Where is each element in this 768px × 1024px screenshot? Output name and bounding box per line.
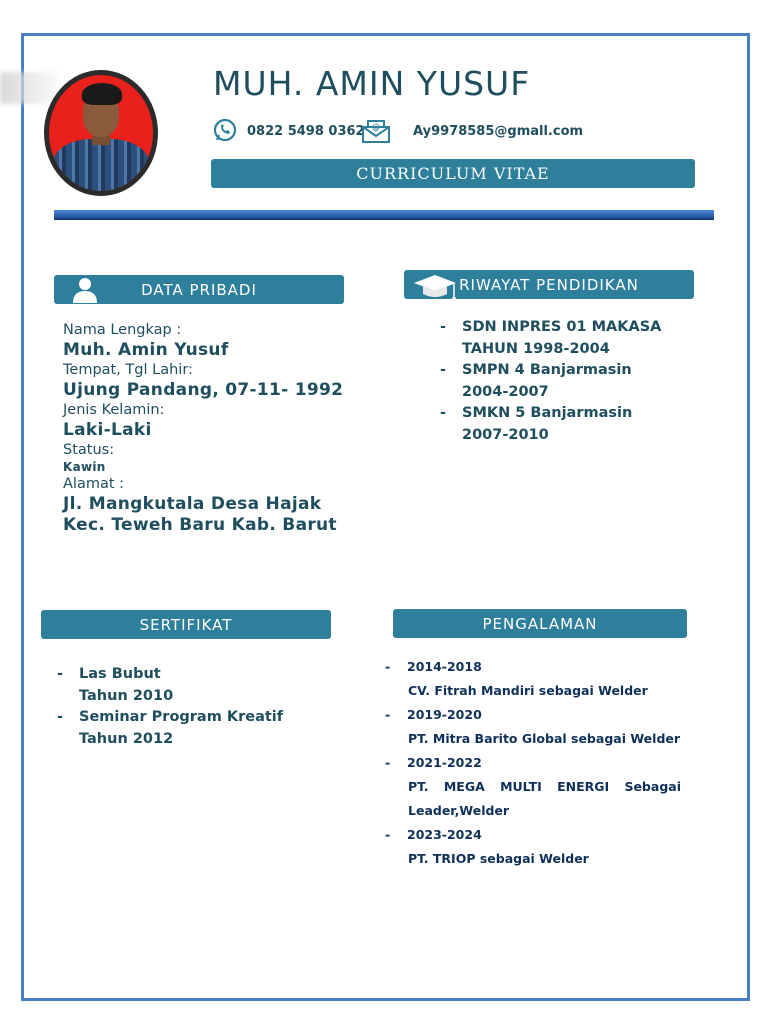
field-value-gender: Laki-Laki [63, 420, 152, 440]
field-label-address: Alamat : [63, 476, 125, 492]
field-value-name: Muh. Amin Yusuf [63, 340, 229, 360]
list-item [385, 655, 681, 679]
education-school: - SDN INPRES 01 MAKASA [462, 319, 662, 335]
list-item [57, 707, 283, 750]
field-label-birth: Tempat, Tgl Lahir: [63, 362, 193, 378]
cv-banner [211, 159, 695, 188]
education-years: 2007-2010 [462, 426, 549, 443]
profile-photo [44, 70, 158, 196]
experience-description: CV. Fitrah Mandiri sebagai Welder [408, 683, 648, 698]
list-item [385, 751, 681, 775]
phone-contact [211, 118, 365, 144]
list-item [440, 403, 661, 446]
experience-description-cont: Leader,Welder [408, 803, 510, 818]
list-item [57, 664, 283, 707]
scan-smudge [0, 72, 58, 104]
experience-years: - 2019-2020 [407, 707, 482, 722]
list-item [385, 823, 681, 847]
section-title: DATA PRIBADI [141, 280, 257, 299]
experience-description: PT. TRIOP sebagai Welder [408, 851, 589, 866]
certificate-name: - Seminar Program Kreatif [79, 709, 284, 725]
certificate-list [57, 664, 283, 750]
cv-banner-label: CURRICULUM VITAE [356, 164, 550, 183]
full-name-title: MUH. AMIN YUSUF [213, 64, 531, 103]
svg-text:@: @ [372, 123, 380, 132]
email-address: Ay9978585@gmall.com [413, 123, 584, 139]
education-years: 2004-2007 [462, 383, 549, 400]
header-divider [54, 210, 714, 220]
experience-description: PT. MEGA MULTI ENERGI Sebagai [408, 779, 681, 794]
section-header-pengalaman [393, 609, 687, 638]
section-title: SERTIFIKAT [139, 615, 233, 634]
personal-data-block [63, 321, 343, 536]
field-value-address-line2: Kec. Teweh Baru Kab. Barut [63, 515, 337, 535]
section-header-riwayat-pendidikan [404, 270, 694, 299]
field-label-name: Nama Lengkap : [63, 322, 182, 338]
field-value-birth: Ujung Pandang, 07-11- 1992 [63, 380, 344, 400]
section-header-sertifikat [41, 610, 331, 639]
email-icon [361, 118, 391, 144]
list-item [385, 703, 681, 727]
certificate-year: Tahun 2012 [79, 730, 174, 747]
field-label-status: Status: [63, 442, 115, 458]
education-years: TAHUN 1998-2004 [462, 340, 610, 357]
education-list [440, 317, 661, 446]
section-title: PENGALAMAN [482, 614, 598, 633]
user-icon [71, 276, 99, 304]
field-value-address-line1: Jl. Mangkutala Desa Hajak [63, 494, 322, 514]
list-item [440, 360, 661, 403]
email-contact [361, 118, 583, 144]
list-item [440, 317, 661, 360]
section-header-data-pribadi [54, 275, 344, 304]
experience-years: - 2023-2024 [407, 827, 482, 842]
section-title: RIWAYAT PENDIDIKAN [459, 275, 639, 294]
certificate-year: Tahun 2010 [79, 687, 174, 704]
phone-number: 0822 5498 0362 [247, 123, 365, 139]
experience-years: - 2014-2018 [407, 659, 482, 674]
field-label-gender: Jenis Kelamin: [63, 402, 165, 418]
experience-list [385, 655, 681, 871]
experience-years: - 2021-2022 [407, 755, 482, 770]
field-value-status: Kawin [63, 460, 106, 474]
whatsapp-icon [211, 118, 239, 144]
education-school: - SMKN 5 Banjarmasin [462, 405, 633, 421]
graduation-cap-icon [412, 271, 458, 305]
experience-description: PT. Mitra Barito Global sebagai Welder [408, 731, 681, 746]
certificate-name: - Las Bubut [79, 666, 161, 682]
education-school: - SMPN 4 Banjarmasin [462, 362, 632, 378]
